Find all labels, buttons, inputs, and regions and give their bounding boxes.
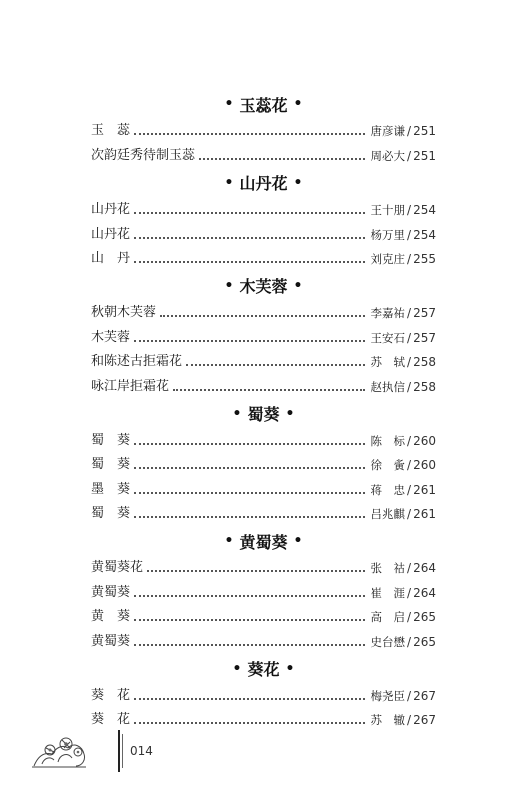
section-title: 黄蜀葵 [239,532,288,552]
entry-author: 史台懋 [370,634,406,649]
entry-page: 255 [413,251,436,266]
slash-separator: / [407,433,412,448]
dot-leader [134,133,365,135]
entry-page: 260 [413,458,436,473]
section-yurui [91,90,436,167]
floral-ornament-icon [30,730,88,768]
entry-page: 265 [413,634,436,649]
section-kuihua [91,655,436,732]
bullet-dot: • [224,96,234,112]
entry-author: 刘克庄 [370,251,406,266]
bullet-dot: • [293,96,303,112]
toc-entry[interactable] [91,476,436,500]
bullet-dot: • [224,533,234,550]
entry-page: 264 [413,561,436,576]
dot-leader [173,389,365,391]
table-of-contents [91,88,436,731]
dot-leader [134,237,365,239]
dot-leader [134,492,365,494]
section-heading [91,169,436,197]
entry-page: 258 [413,379,436,394]
toc-entry[interactable] [91,452,436,476]
bullet-dot: • [224,174,234,191]
entry-title: 山丹花 [91,202,131,218]
entry-title: 葵 花 [91,712,131,728]
slash-separator: / [407,713,412,728]
entry-author: 苏 轼 [370,355,406,370]
toc-entry[interactable] [91,324,436,348]
section-heading [91,90,436,118]
toc-entry[interactable] [91,628,436,652]
bullet-dot: • [285,405,295,422]
slash-separator: / [407,379,412,394]
entry-author: 王十朋 [370,203,406,218]
section-shukui [91,400,436,526]
dot-leader [134,443,365,445]
toc-entry[interactable] [91,373,436,397]
entry-page: 254 [413,203,436,218]
entry-title: 黄 葵 [91,609,131,625]
toc-entry[interactable] [91,604,436,628]
section-heading [91,655,436,683]
entry-author: 梅尧臣 [370,689,406,704]
slash-separator: / [407,203,412,218]
slash-separator: / [407,458,412,473]
bullet-dot: • [293,174,303,191]
dot-leader [147,570,365,572]
section-heading [91,272,436,300]
entry-title: 蜀 葵 [91,432,131,448]
dot-leader [134,261,365,263]
entry-page: 257 [413,306,436,321]
dot-leader [134,644,365,646]
toc-entry[interactable] [91,501,436,525]
toc-entry[interactable] [91,142,436,166]
dot-leader [134,212,365,214]
toc-entry[interactable] [91,246,436,270]
entry-page: 258 [413,355,436,370]
section-mufurong [91,272,436,398]
section-heading [91,400,436,428]
toc-entry[interactable] [91,349,436,373]
slash-separator: / [407,148,412,163]
bullet-dot: • [224,277,234,294]
entry-page: 265 [413,610,436,625]
section-title: 葵花 [247,660,280,680]
entry-page: 267 [413,713,436,728]
bullet-dot: • [232,660,242,677]
dot-leader [160,315,365,317]
entry-title: 葵 花 [91,688,131,704]
entry-author: 杨万里 [370,227,406,242]
dot-leader [134,698,365,700]
slash-separator: / [407,507,412,522]
toc-entry[interactable] [91,683,436,707]
entry-page: 251 [413,124,436,139]
dot-leader [134,340,365,342]
section-title: 山丹花 [239,174,288,194]
toc-entry[interactable] [91,197,436,221]
toc-entry[interactable] [91,579,436,603]
toc-entry[interactable] [91,118,436,142]
dot-leader [134,595,365,597]
slash-separator: / [407,689,412,704]
slash-separator: / [407,306,412,321]
dot-leader [134,619,365,621]
entry-title: 玉 蕊 [91,123,131,139]
entry-title: 黄蜀葵花 [91,560,144,576]
slash-separator: / [407,355,412,370]
entry-author: 陈 标 [370,433,406,448]
entry-title: 黄蜀葵 [91,633,131,649]
entry-author: 苏 辙 [370,713,406,728]
section-shandan [91,169,436,270]
entry-title: 山 丹 [91,250,131,266]
footer-divider-thin [122,734,123,768]
entry-author: 张 祜 [370,561,406,576]
entry-page: 254 [413,227,436,242]
entry-title: 次韵廷秀待制玉蕊 [91,147,196,163]
entry-page: 264 [413,585,436,600]
slash-separator: / [407,482,412,497]
slash-separator: / [407,634,412,649]
bullet-dot: • [232,405,242,422]
dot-leader [134,516,365,518]
dot-leader [134,467,365,469]
toc-entry[interactable] [91,555,436,579]
section-title: 玉蕊花 [239,95,288,115]
entry-title: 木芙蓉 [91,329,131,345]
entry-title: 蜀 葵 [91,506,131,522]
dot-leader [199,158,365,160]
entry-page: 260 [413,433,436,448]
slash-separator: / [407,124,412,139]
entry-author: 蒋 忠 [370,482,406,497]
entry-page: 261 [413,507,436,522]
entry-title: 墨 葵 [91,481,131,497]
section-heading [91,527,436,555]
toc-entry[interactable] [91,300,436,324]
slash-separator: / [407,561,412,576]
entry-title: 蜀 葵 [91,457,131,473]
page-footer [30,728,153,770]
entry-author: 徐 夤 [370,458,406,473]
dot-leader [134,722,365,724]
entry-author: 周必大 [370,148,406,163]
section-title: 木芙蓉 [239,277,288,297]
entry-page: 257 [413,330,436,345]
entry-author: 李嘉祐 [370,306,406,321]
entry-page: 251 [413,148,436,163]
entry-author: 崔 涯 [370,585,406,600]
slash-separator: / [407,610,412,625]
page-number: 014 [130,744,153,758]
bullet-dot: • [293,533,303,550]
entry-title: 和陈述古拒霜花 [91,354,183,370]
dot-leader [186,364,365,366]
bullet-dot: • [285,660,295,677]
entry-author: 赵执信 [370,379,406,394]
entry-page: 267 [413,689,436,704]
entry-author: 高 启 [370,610,406,625]
entry-page: 261 [413,482,436,497]
entry-author: 唐彦谦 [370,124,406,139]
footer-divider [118,730,120,772]
slash-separator: / [407,330,412,345]
entry-author: 吕兆麒 [370,507,406,522]
toc-entry[interactable] [91,221,436,245]
entry-title: 黄蜀葵 [91,584,131,600]
entry-title: 山丹花 [91,226,131,242]
slash-separator: / [407,227,412,242]
entry-author: 王安石 [370,330,406,345]
section-huangshukui [91,527,436,653]
toc-entry[interactable] [91,428,436,452]
slash-separator: / [407,585,412,600]
bullet-dot: • [293,277,303,294]
entry-title: 咏江岸拒霜花 [91,378,170,394]
slash-separator: / [407,251,412,266]
entry-title: 秋朝木芙蓉 [91,305,157,321]
section-title: 蜀葵 [247,405,280,425]
